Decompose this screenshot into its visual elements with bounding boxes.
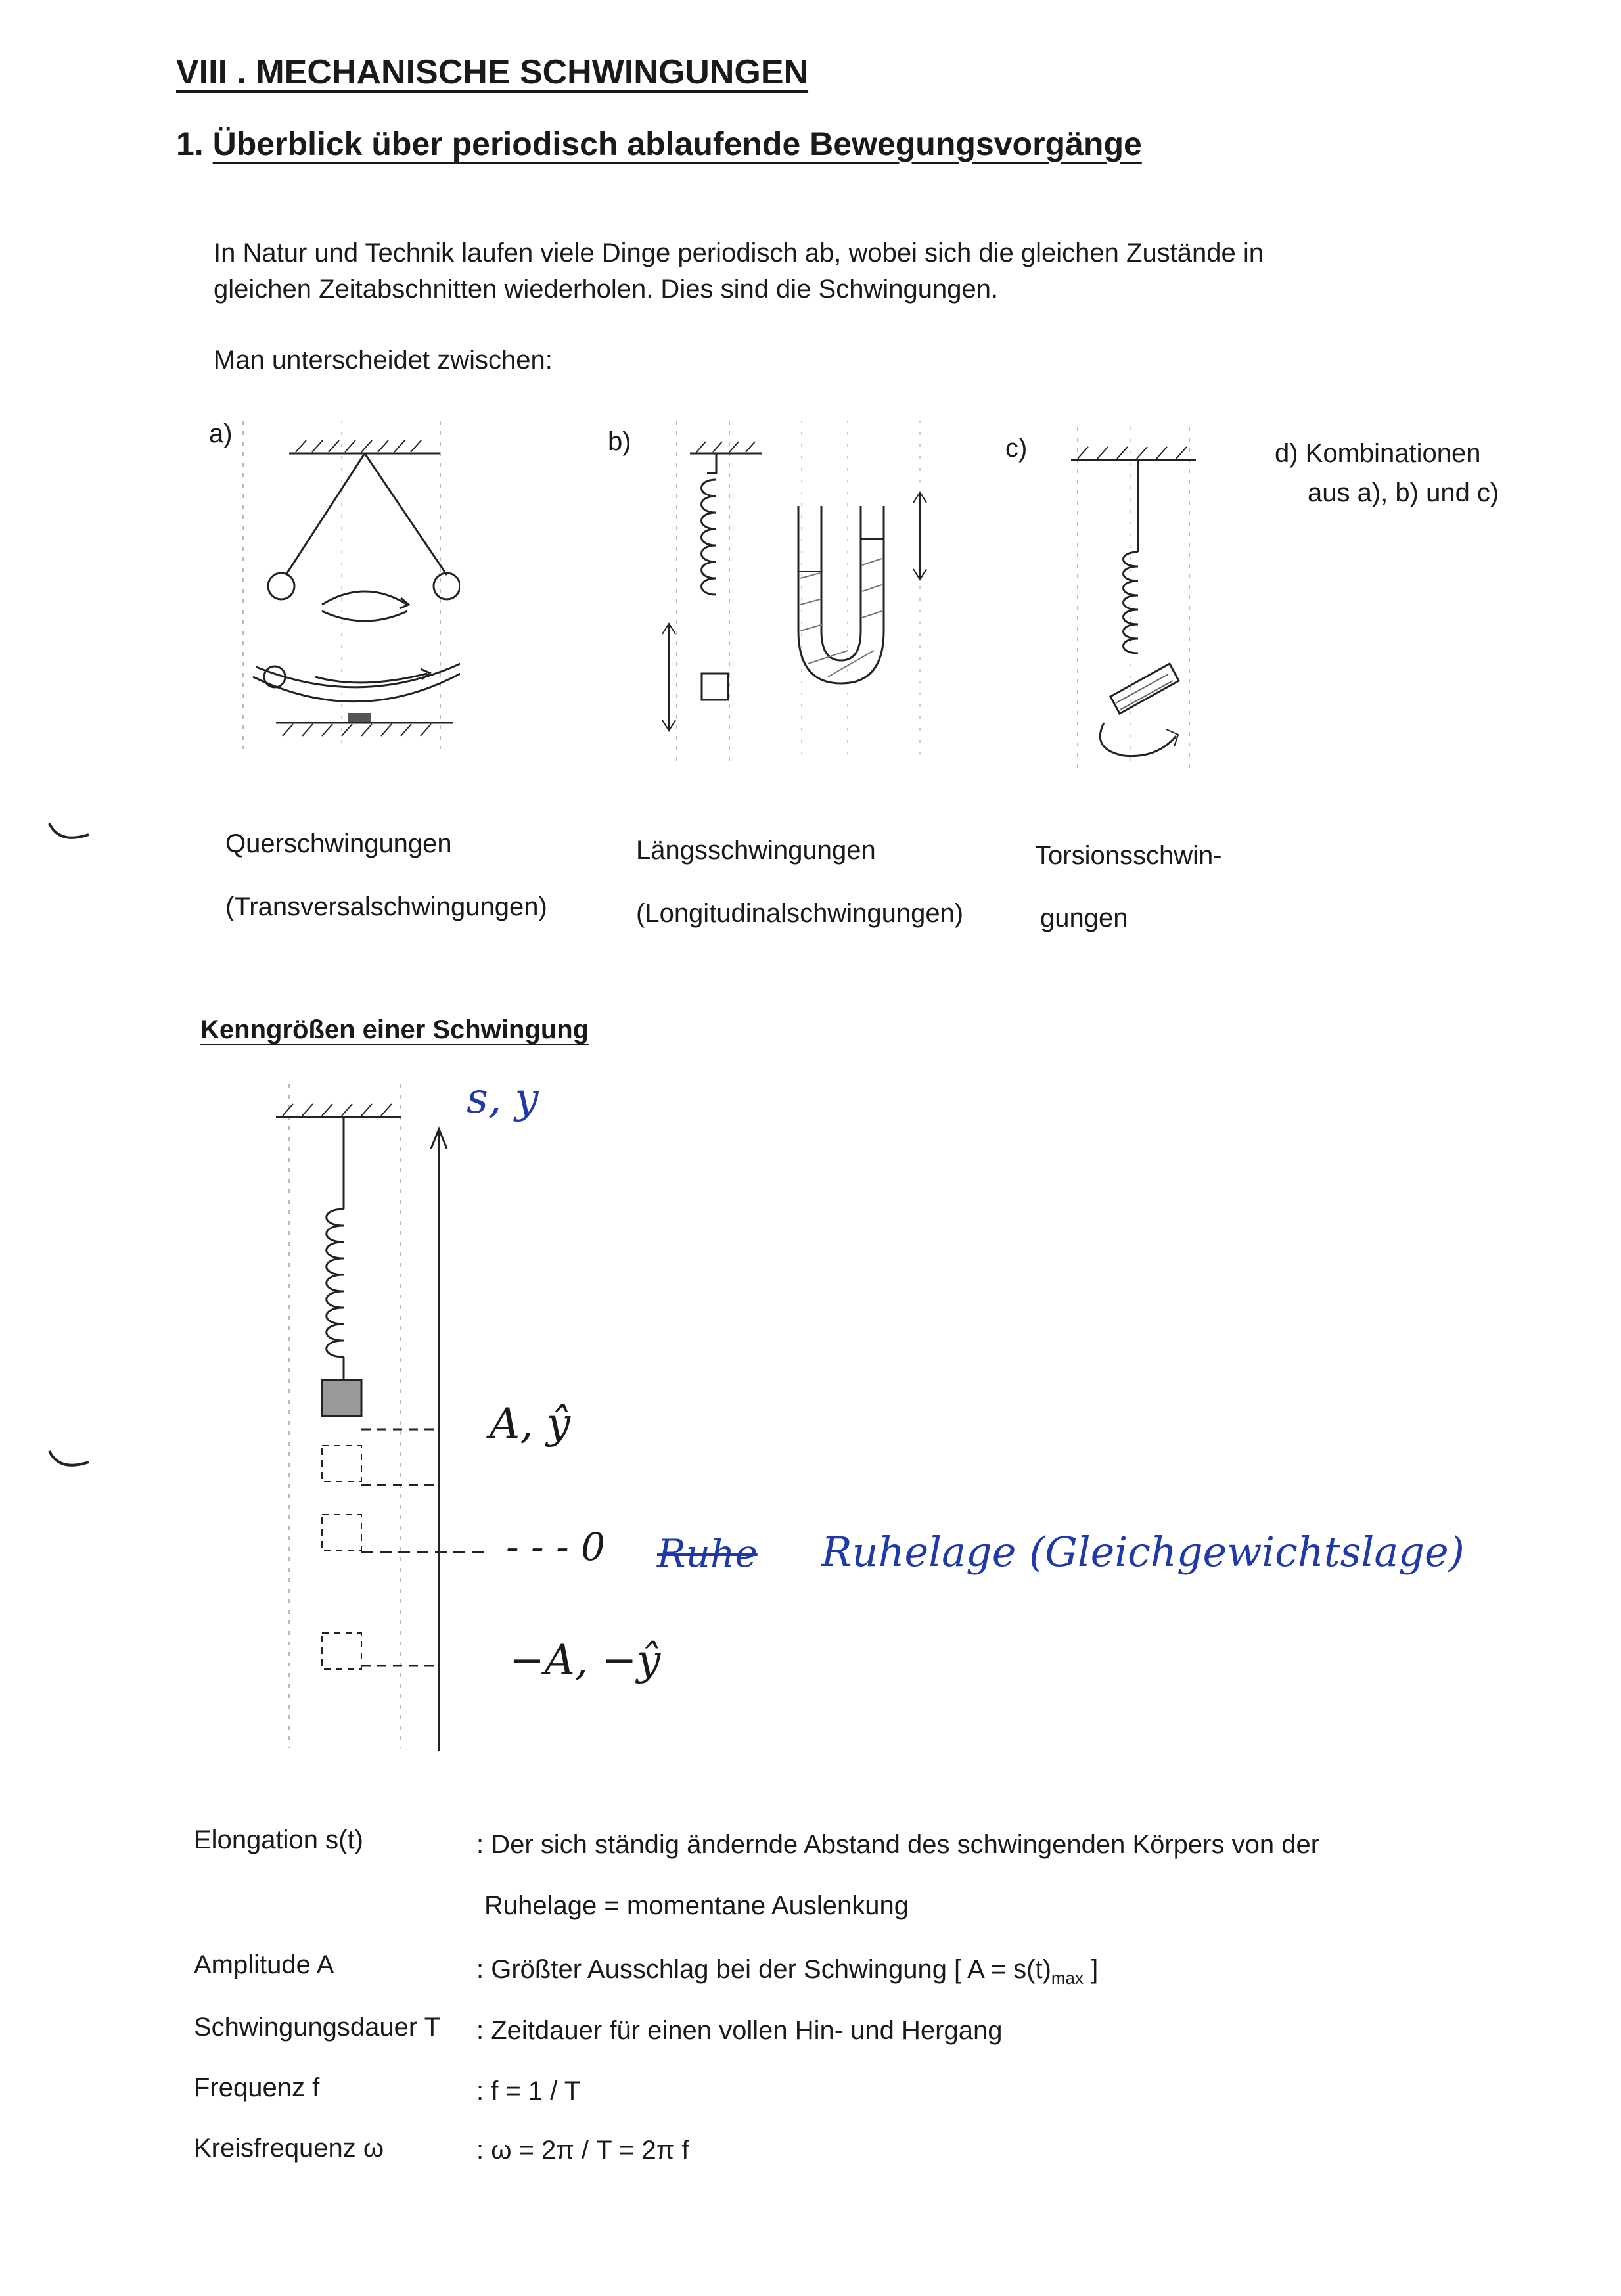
- definition-term: Kreisfrequenz ω: [194, 2134, 384, 2163]
- type-c-label: c): [1005, 434, 1028, 463]
- section-title: [176, 125, 1142, 163]
- punch-mark-top: [46, 818, 99, 851]
- type-d-line-1: d) Kombinationen: [1275, 439, 1481, 468]
- spring-oscillator-diagram: [263, 1078, 486, 1755]
- definition-desc: : Zeitdauer für einen vollen Hin- und Hergang: [476, 2016, 1003, 2045]
- zero-label: - - - 0: [506, 1525, 606, 1569]
- type-b-name-1: Längsschwingungen: [636, 836, 876, 865]
- amplitude-desc-text: : Größter Ausschlag bei der Schwingung [ A = s(t): [476, 1955, 1051, 1984]
- type-d-line-2: aus a), b) und c): [1308, 478, 1499, 507]
- amplitude-desc-end: ]: [1084, 1955, 1099, 1984]
- amplitude-negative-label: −A, −ŷ: [509, 1636, 661, 1685]
- definition-term: Frequenz f: [194, 2073, 320, 2102]
- type-a-name-1: Querschwingungen: [225, 829, 452, 858]
- definition-desc: [476, 1955, 1098, 1988]
- section-number: 1.: [176, 126, 204, 162]
- longitudinal-sketch: [651, 414, 959, 769]
- max-subscript: max: [1051, 1968, 1084, 1988]
- punch-mark-bottom: [46, 1446, 99, 1479]
- crossed-out-word: Ruhe: [657, 1531, 758, 1576]
- axis-label: s, y: [467, 1074, 539, 1123]
- intro-line-1: In Natur und Technik laufen viele Dinge periodisch ab, wobei sich die gleichen Zustände in: [214, 239, 1264, 267]
- definition-desc: : Der sich ständig ändernde Abstand des schwingenden Körpers von der: [476, 1830, 1320, 1859]
- type-a-label: a): [209, 419, 233, 448]
- type-b-name-2: (Longitudinalschwingungen): [636, 899, 964, 928]
- section-title-text: Überblick über periodisch ablaufende Bewegungsvorgänge: [212, 126, 1142, 162]
- chapter-title: VIII . MECHANISCHE SCHWINGUNGEN: [176, 53, 809, 91]
- amplitude-positive-label: A, ŷ: [490, 1400, 571, 1448]
- type-c-name-1: Torsionsschwin-: [1035, 841, 1222, 870]
- type-b-label: b): [608, 427, 631, 456]
- definition-term: Schwingungsdauer T: [194, 2013, 441, 2042]
- torsion-sketch: [1064, 421, 1275, 775]
- definition-desc-continued: Ruhelage = momentane Auslenkung: [484, 1891, 909, 1920]
- definition-desc: : ω = 2π / T = 2π f: [476, 2136, 689, 2165]
- intro-line-2: gleichen Zeitabschnitten wiederholen. Dies sind die Schwingungen.: [214, 275, 999, 304]
- pendulum-sketch: [237, 414, 460, 756]
- definition-term: Amplitude A: [194, 1950, 334, 1979]
- rest-position-note: Ruhelage (Gleichgewichtslage): [821, 1528, 1465, 1576]
- intro-distinguish: Man unterscheidet zwischen:: [214, 346, 553, 375]
- definition-desc: : f = 1 / T: [476, 2077, 581, 2105]
- kenngroessen-heading: Kenngrößen einer Schwingung: [200, 1015, 589, 1044]
- definition-term: Elongation s(t): [194, 1825, 363, 1854]
- type-a-name-2: (Transversalschwingungen): [225, 892, 547, 921]
- type-c-name-2: gungen: [1040, 904, 1128, 932]
